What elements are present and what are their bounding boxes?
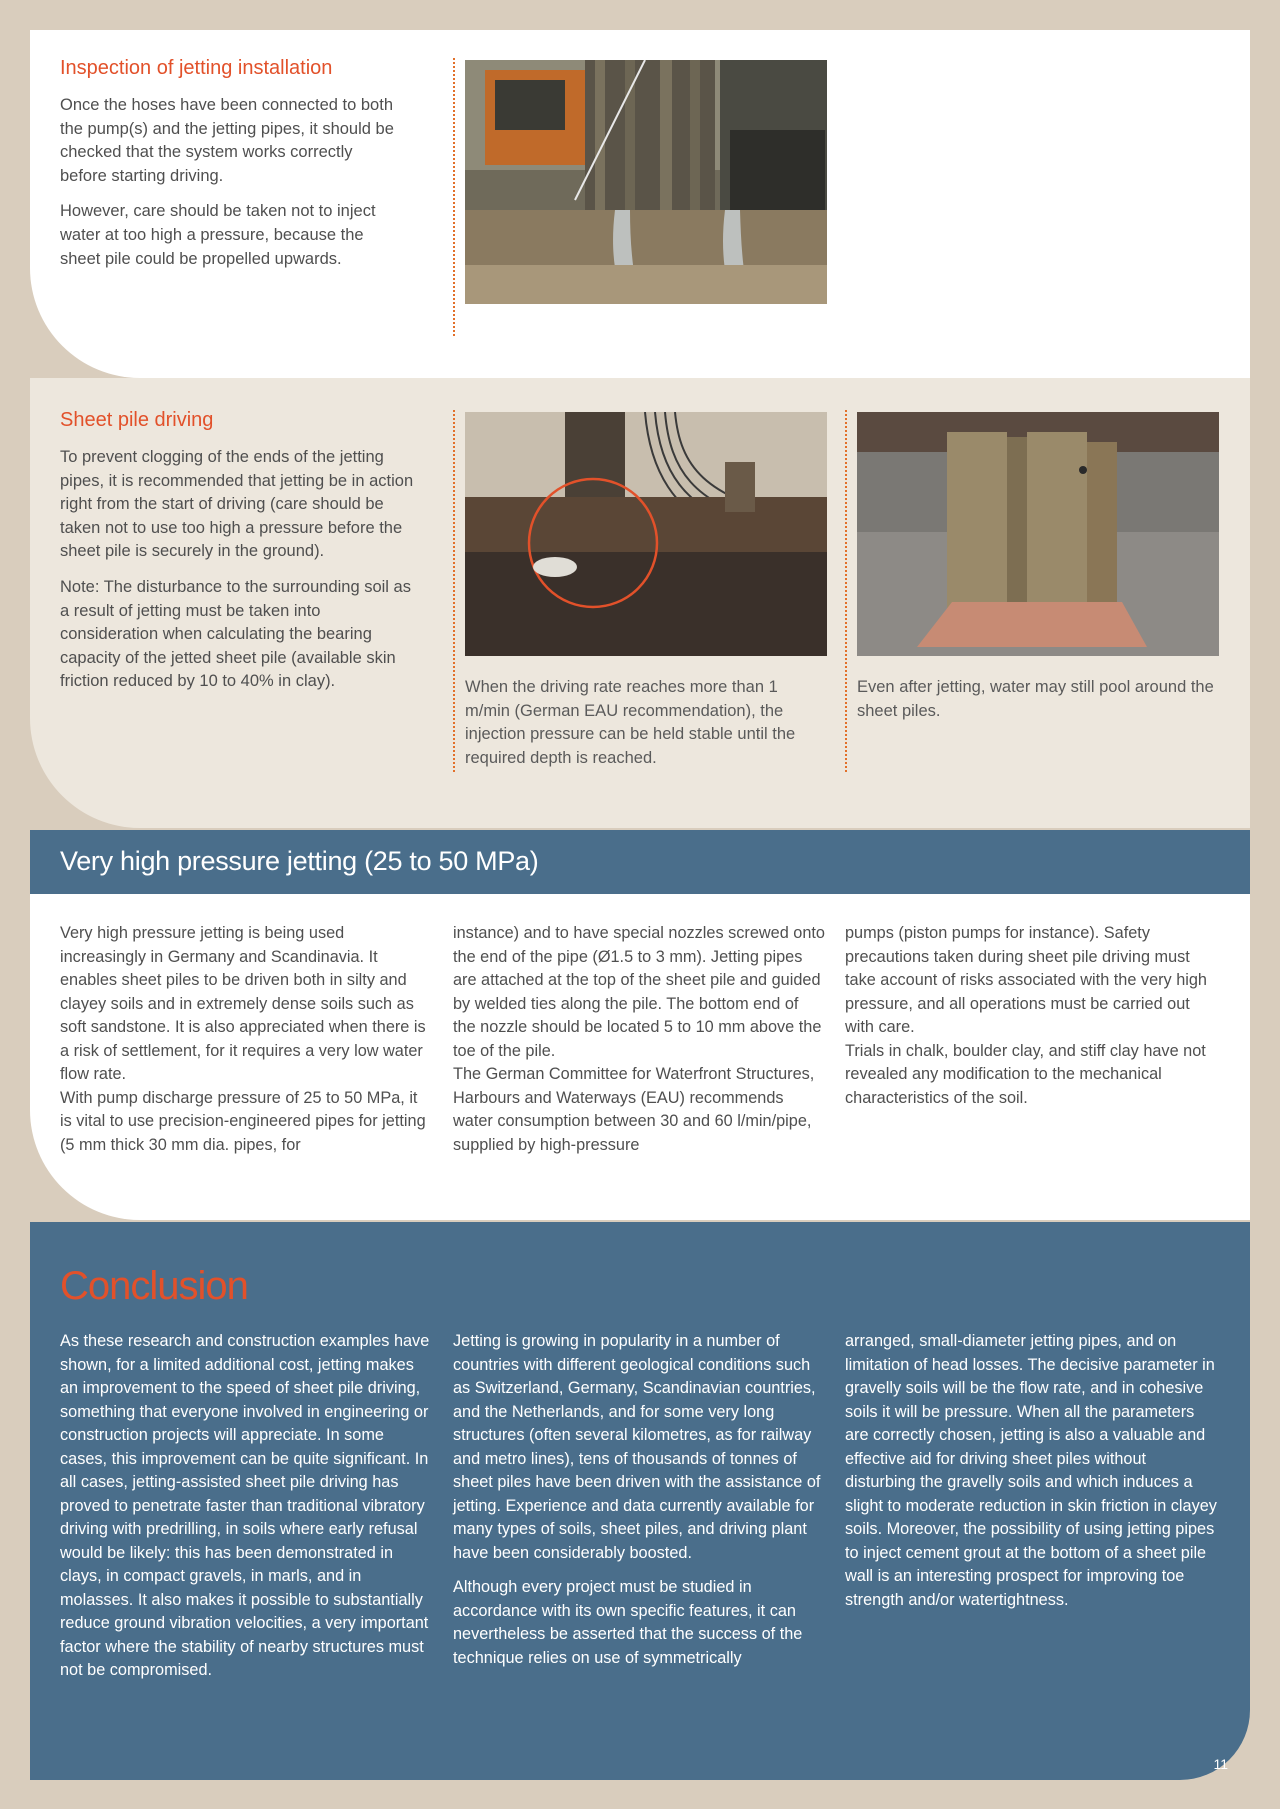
- driving-title: Sheet pile driving: [60, 409, 214, 431]
- vhp-column-1: Very high pressure jetting is being used increasingly in Germany and Scandinavia. It enables sheet piles to be driven both in silty and clayey soils and in extremely dense soils such as soft sandstone. It is also appreciated when there is a risk of settlement, for it requires a very low water flow rate. With pump discharge pressure of 25 to 50 MPa, it is vital to use precision-engineered pipes for jetting (5 mm thick 30 mm dia. pipes, for: [60, 924, 426, 1154]
- pooled-water-illustration: [857, 412, 1219, 656]
- driving-paragraph-1: To prevent clogging of the ends of the jetting pipes, it is recommended that jetting be in action right from the start of driving (care should be taken not to use too high a pressure before the sheet pile is securely in the ground).: [60, 448, 414, 561]
- driving-rate-photo: [465, 412, 827, 656]
- jetting-rig-illustration: [465, 60, 827, 304]
- conclusion-section: [30, 1222, 1250, 1780]
- inspection-section: [30, 30, 1250, 378]
- driving-rate-caption: When the driving rate reaches more than 1 m/min (German EAU recommendation), the injection pressure can be held stable until the required depth is reached.: [465, 678, 796, 767]
- vhp-title: Very high pressure jetting (25 to 50 MPa): [60, 846, 539, 876]
- dotted-divider: [453, 58, 455, 336]
- driving-rate-illustration: [465, 412, 827, 656]
- dotted-divider: [845, 410, 847, 772]
- conclusion-col2-paragraph-2: Although every project must be studied in accordance with its own specific features, it can nevertheless be asserted that the success of the technique relies on use of symmetrically: [453, 1578, 803, 1667]
- conclusion-column-2: [453, 1330, 825, 1681]
- driving-text: [60, 446, 420, 706]
- inspection-paragraph-2: However, care should be taken not to inject water at too high a pressure, because the sheet pile could be propelled upwards.: [60, 202, 376, 268]
- jetting-rig-photo: [465, 60, 827, 304]
- inspection-paragraph-1: Once the hoses have been connected to both the pump(s) and the jetting pipes, it should be checked that the system works correctly before starting driving.: [60, 96, 394, 185]
- conclusion-col2-paragraph-1: Jetting is growing in popularity in a number of countries with different geological conditions such as Switzerland, Germany, Scandinavian countries, and the Netherlands, and for some very long structures (often several kilometres, as for railway and metro lines), tens of thousands of tonnes of sheet piles have been driven with the assistance of jetting. Experience and data currently available for many types of soils, sheet piles, and driving plant have been considerably boosted.: [453, 1332, 821, 1562]
- vhp-title-band: [30, 830, 1250, 894]
- inspection-title: Inspection of jetting installation: [60, 57, 333, 79]
- vhp-column-2: instance) and to have special nozzles screwed onto the end of the pipe (Ø1.5 to 3 mm). Jetting pipes are attached at the top of the sheet pile and guided by welded ties along the pile. The bottom end of the nozzle should be located 5 to 10 mm above the toe of the pile. The German Committee for Waterfront Structures, Harbours and Waterways (EAU) recommends water consumption between 30 and 60 l/min/pipe, supplied by high-pressure: [453, 924, 825, 1154]
- pooled-water-photo: [857, 412, 1219, 656]
- driving-section: [30, 378, 1250, 828]
- pooled-water-caption: Even after jetting, water may still pool around the sheet piles.: [857, 678, 1214, 720]
- vhp-column-3: pumps (piston pumps for instance). Safety precautions taken during sheet pile driving must take account of risks associated with the very high pressure, and all operations must be carried out with care. Trials in chalk, boulder clay, and stiff clay have not revealed any modification to the mechanical characteristics of the soil.: [845, 924, 1207, 1107]
- conclusion-col1-paragraph-1: As these research and construction examples have shown, for a limited additional cost, jetting makes an improvement to the speed of sheet pile driving, something that everyone involved in engineering or construction projects will appreciate. In some cases, this improvement can be quite significant. In all cases, jetting-assisted sheet pile driving has proved to penetrate faster than traditional vibratory driving with predrilling, in soils where early refusal would be likely: this has been demonstrated in clays, in compact gravels, in marls, and in molasses. It also makes it possible to substantially reduce ground vibration velocities, a very important factor where the stability of nearby structures must not be compromised.: [60, 1332, 430, 1679]
- inspection-text: [60, 94, 400, 283]
- conclusion-column-1: [60, 1330, 432, 1694]
- conclusion-title: Conclusion: [60, 1264, 248, 1308]
- conclusion-column-3: [845, 1330, 1217, 1623]
- vhp-section: [30, 894, 1250, 1220]
- page-number: 11: [1213, 1756, 1228, 1772]
- conclusion-col3-paragraph-1: arranged, small-diameter jetting pipes, and on limitation of head losses. The decisive parameter in gravelly soils will be the flow rate, and in cohesive soils it will be pressure. When all the parameters are correctly chosen, jetting is also a valuable and effective aid for driving sheet piles without disturbing the gravelly soils and which induces a slight to moderate reduction in skin friction in clayey soils. Moreover, the possibility of using jetting pipes to inject cement grout at the bottom of a sheet pile wall is an interesting prospect for improving toe strength and/or watertightness.: [845, 1332, 1217, 1609]
- dotted-divider: [453, 410, 455, 772]
- driving-paragraph-2: Note: The disturbance to the surrounding soil as a result of jetting must be taken into consideration when calculating the bearing capacity of the jetted sheet pile (available skin friction reduced by 10 to 40% in clay).: [60, 577, 411, 691]
